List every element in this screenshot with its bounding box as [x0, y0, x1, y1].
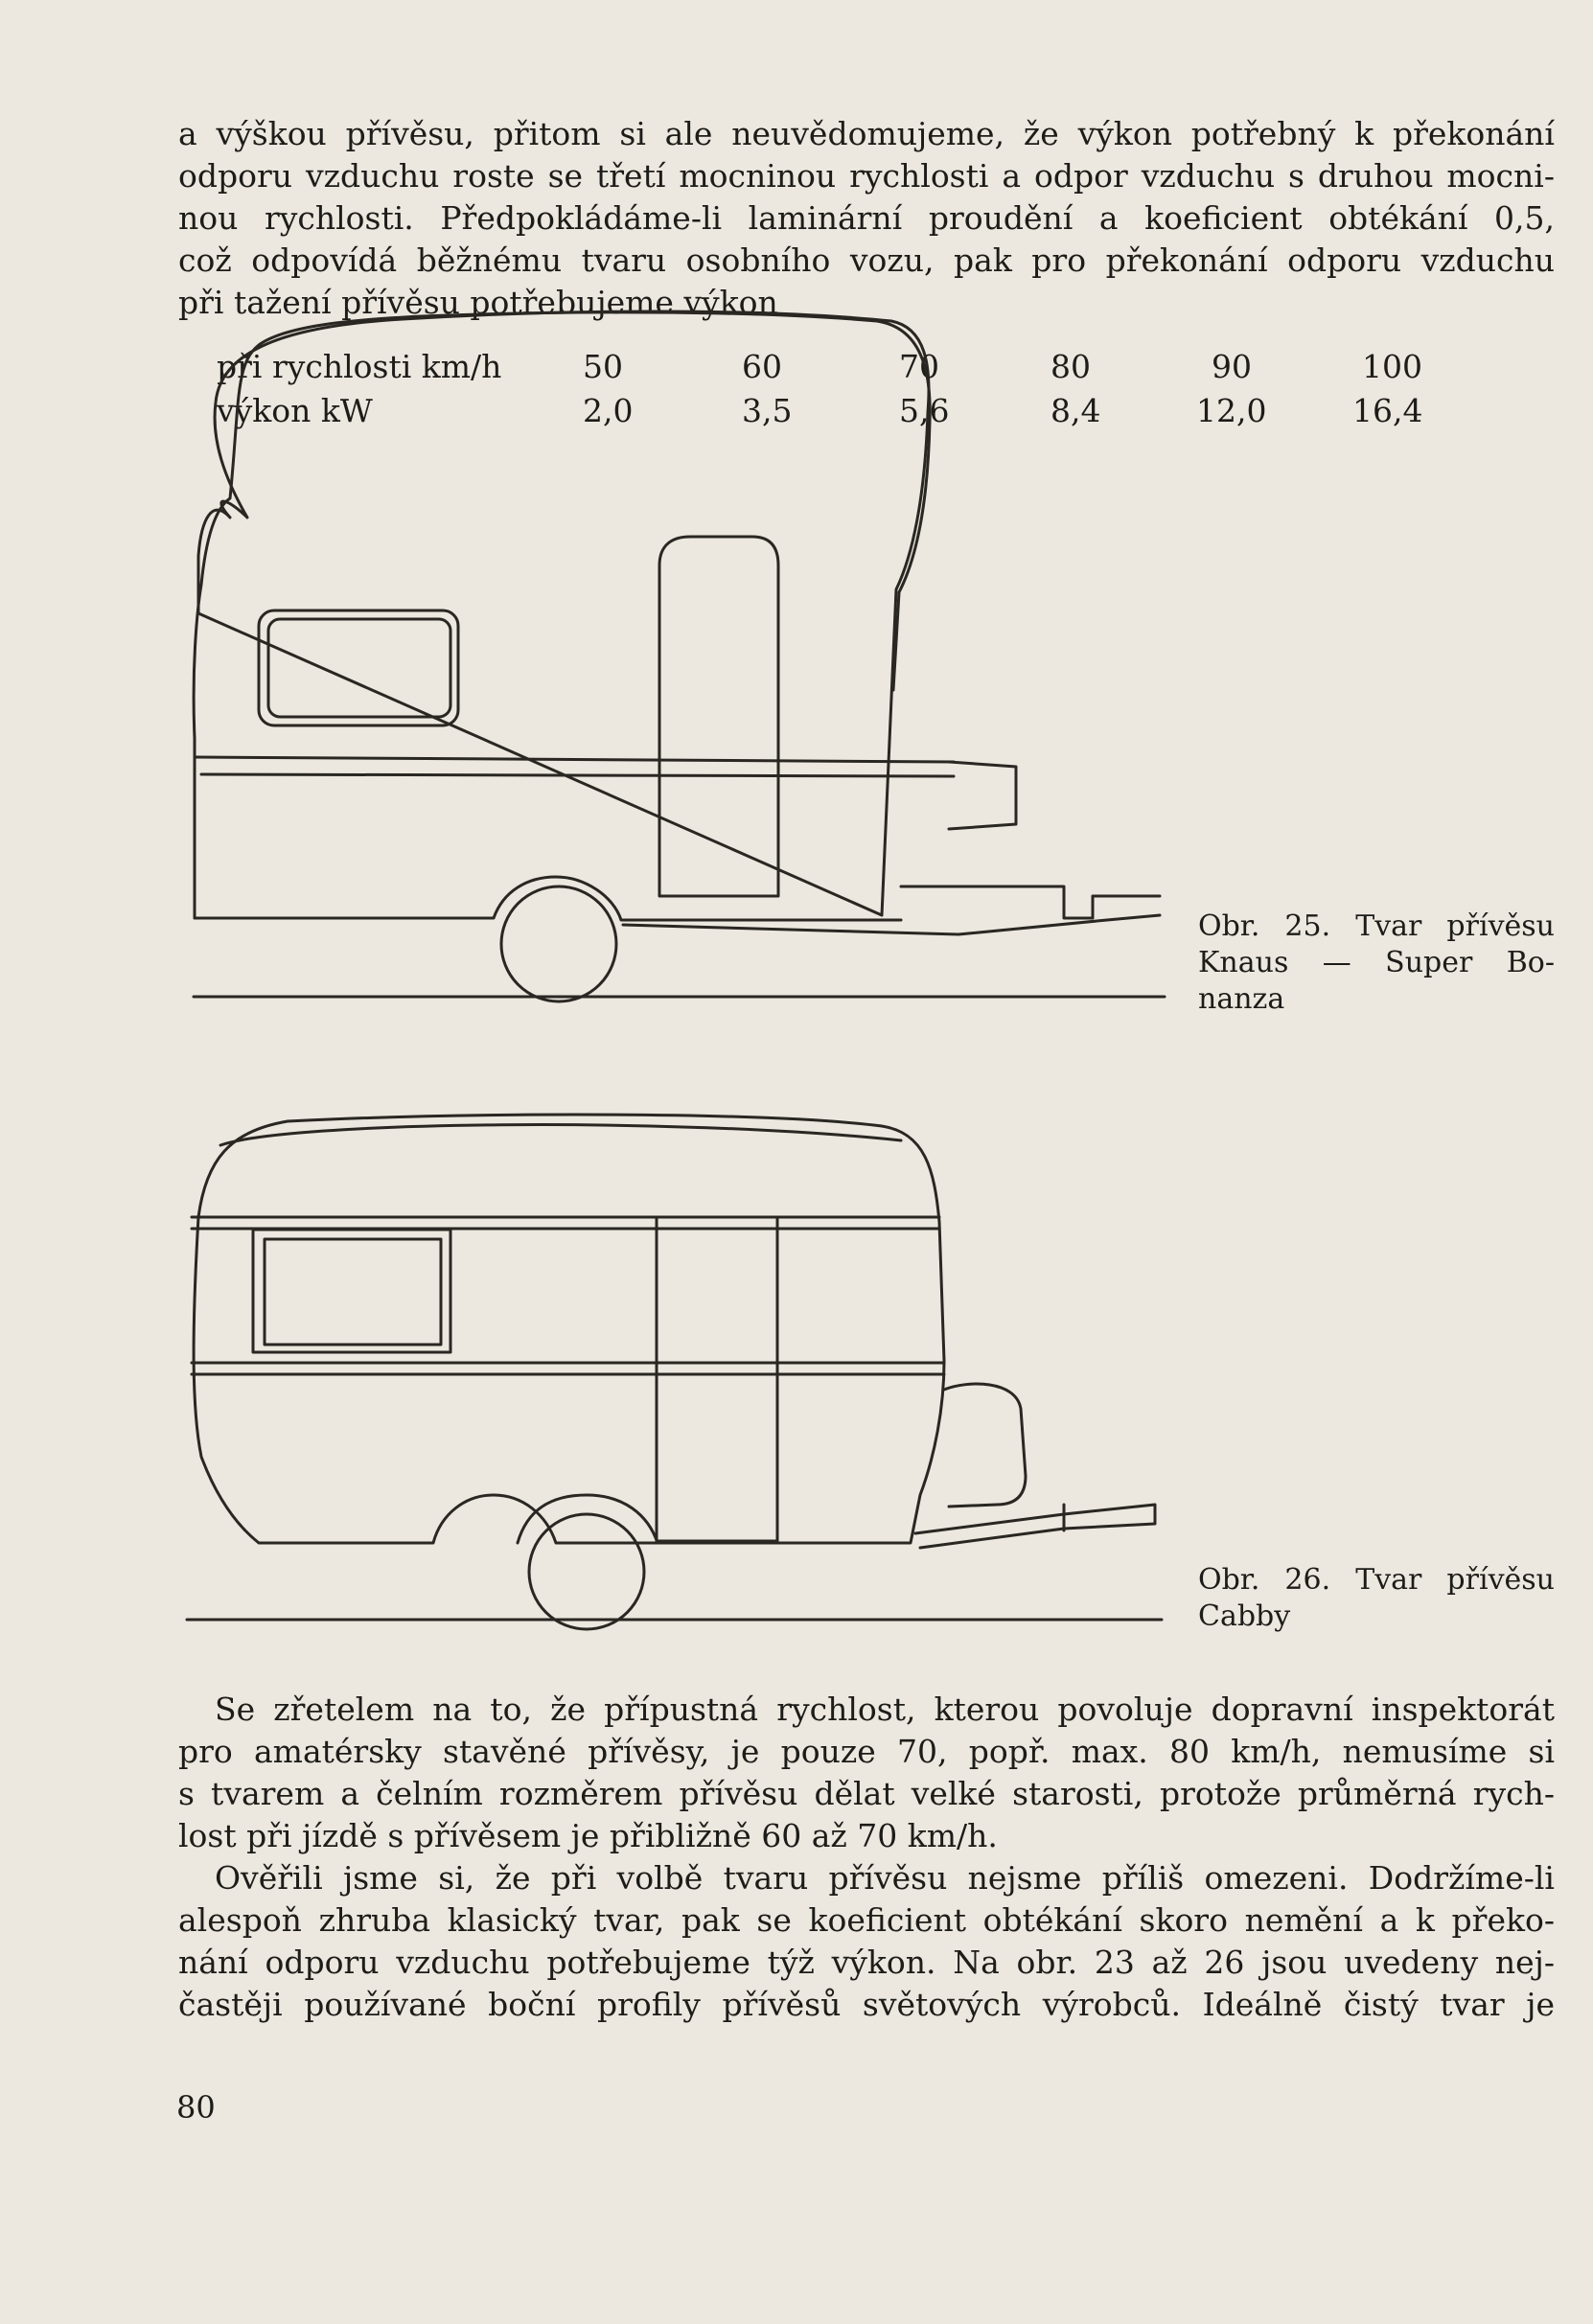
trailer-body-outline — [194, 312, 930, 918]
roof-trim — [220, 1125, 901, 1145]
text-line: častěji používané boční profily přívěsů světových výrobců. Ideálně čistý tvar je — [178, 1986, 1555, 2023]
text-line: nou rychlosti. Předpokládáme-li laminární proudění a koeficient obtékání 0,5, — [178, 199, 1555, 237]
speed-cell: 60 — [742, 348, 782, 385]
paragraph-speed-limit — [178, 1689, 1555, 1857]
window — [253, 1230, 450, 1352]
text-line: odporu vzduchu roste se třetí mocninou rychlosti a odpor vzduchu s druhou mocni- — [178, 157, 1555, 195]
front-locker — [944, 1384, 1026, 1507]
window — [268, 619, 450, 717]
power-cell: 8,4 — [1050, 392, 1101, 429]
caption-line: Obr. 25. Tvar přívěsu — [1198, 909, 1555, 943]
window — [259, 610, 458, 725]
power-row-label: výkon kW — [217, 392, 373, 429]
page-number: 80 — [176, 2089, 216, 2126]
door — [657, 1217, 777, 1541]
caption-line: Obr. 26. Tvar přívěsu — [1198, 1563, 1555, 1597]
power-cell: 2,0 — [583, 392, 634, 429]
front-locker — [949, 762, 1016, 829]
figure-25-caption — [1198, 909, 1555, 1018]
power-cell: 5,6 — [899, 392, 950, 429]
speed-cell: 100 — [1362, 348, 1422, 385]
text-line: lost při jízdě s přívěsem je přibližně 60 až 70 km/h. — [178, 1817, 998, 1854]
power-cell: 3,5 — [742, 392, 793, 429]
speed-cell: 50 — [583, 348, 623, 385]
caption-line: nanza — [1198, 982, 1285, 1016]
window — [265, 1239, 441, 1345]
trailer-knaus-drawing — [194, 311, 1165, 1001]
caption-line: Knaus — Super Bo- — [1198, 946, 1555, 979]
text-line: alespoň zhruba klasický tvar, pak se koeficient obtékání skoro nemění a k překo- — [178, 1901, 1555, 1939]
speed-cell: 80 — [1050, 348, 1091, 385]
text-line: což odpovídá běžnému tvaru osobního vozu, pak pro překonání odporu vzduchu — [178, 242, 1555, 279]
text-line: při tažení přívěsu potřebujeme výkon — [178, 284, 778, 321]
trailer-cabby-drawing — [187, 1115, 1162, 1629]
drawbar — [915, 1505, 1155, 1548]
caption-line: Cabby — [1198, 1599, 1291, 1633]
text-line: Ověřili jsme si, že při volbě tvaru přívěsu nejsme příliš omezeni. Dodržíme-li — [215, 1859, 1555, 1897]
wheel — [501, 886, 616, 1001]
text-line: Se zřetelem na to, že přípustná rychlost, kterou povoluje dopravní inspektorát — [215, 1691, 1555, 1728]
power-cell: 16,4 — [1352, 392, 1423, 429]
speed-cell: 70 — [899, 348, 939, 385]
wheel — [529, 1514, 644, 1629]
trailer-body-outline — [198, 311, 929, 915]
trailer-lower-line — [195, 877, 901, 920]
speed-cell: 90 — [1212, 348, 1252, 385]
speed-row-label: při rychlosti km/h — [217, 348, 502, 385]
waistline — [201, 774, 954, 776]
text-line: pro amatérsky stavěné přívěsy, je pouze 70, popř. max. 80 km/h, nemusíme si — [178, 1733, 1555, 1770]
drawbar — [623, 886, 1160, 934]
waistline — [195, 757, 954, 762]
wheel-arch — [518, 1495, 658, 1543]
trailer-body-outline — [194, 1115, 944, 1543]
power-cell: 12,0 — [1196, 392, 1267, 429]
text-line: s tvarem a čelním rozměrem přívěsu dělat velké starosti, protože průměrná rych- — [178, 1775, 1555, 1812]
paragraph-trailer-shape — [178, 1857, 1555, 2026]
figure-26-caption — [1198, 1562, 1555, 1635]
text-line: a výškou přívěsu, přitom si ale neuvědomujeme, že výkon potřebný k překonání — [178, 115, 1555, 152]
text-line: nání odporu vzduchu potřebujeme týž výkon. Na obr. 23 až 26 jsou uvedeny nej- — [178, 1944, 1555, 1981]
